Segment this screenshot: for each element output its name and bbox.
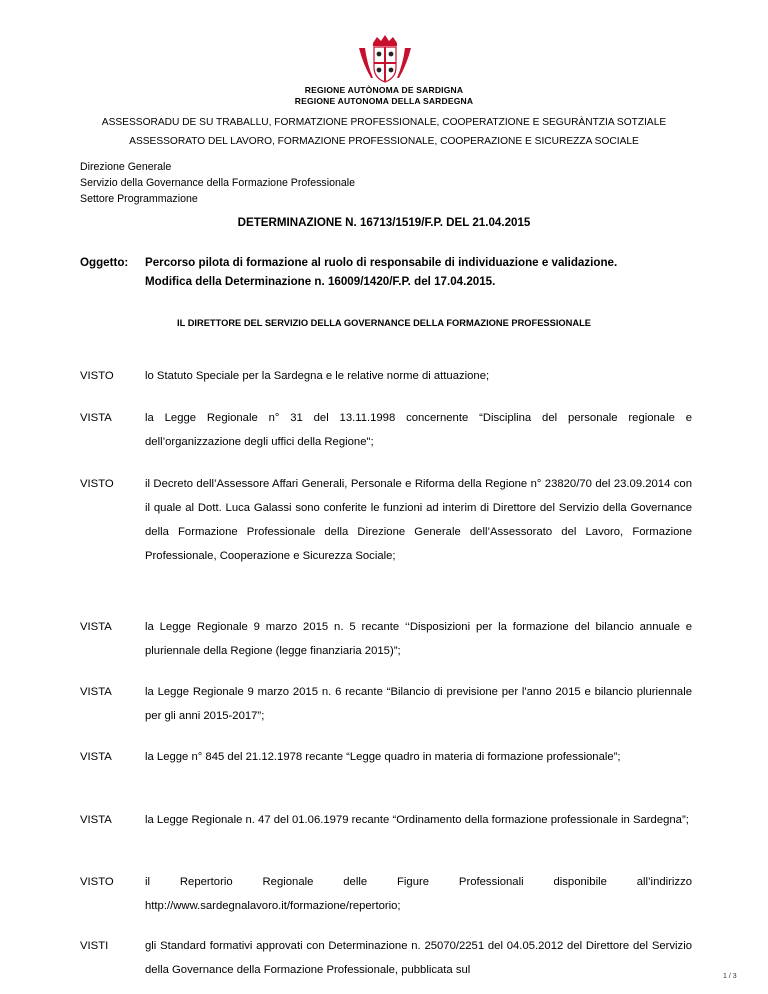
recital-keyword: VISTO	[80, 370, 114, 382]
subject-line: Percorso pilota di formazione al ruolo di responsabile di individuazione e validazione.	[145, 256, 618, 269]
recital-text: il Repertorio Regionale delle Figure Professionali disponibile all’indirizzo http://www.sardegnalavoro.it/formazione/repertorio;	[145, 876, 692, 912]
recital-text: la Legge Regionale n. 47 del 01.06.1979 recante “Ordinamento della formazione professionale in Sardegna”;	[145, 814, 689, 826]
department-line: Direzione Generale	[80, 161, 172, 173]
assessorate-sardinian: ASSESSORADU DE SU TRABALLU, FORMATZIONE PROFESSIONALE, COOPERATZIONE E SEGURÀNTZIA SOTZIALE	[101, 117, 667, 128]
department-line: Settore Programmazione	[80, 193, 198, 205]
recital-keyword: VISTI	[80, 940, 109, 952]
recital-keyword: VISTA	[80, 751, 112, 763]
subject-line: Modifica della Determinazione n. 16009/1420/F.P. del 17.04.2015.	[145, 275, 496, 288]
page-number: 1 / 3	[723, 973, 737, 980]
recital-keyword: VISTO	[80, 478, 114, 490]
recital-keyword: VISTA	[80, 686, 112, 698]
department-line: Servizio della Governance della Formazione Professionale	[80, 177, 355, 189]
recital-keyword: VISTA	[80, 412, 112, 424]
director-heading: IL DIRETTORE DEL SERVIZIO DELLA GOVERNANCE DELLA FORMAZIONE PROFESSIONALE	[177, 318, 591, 328]
recital-text: il Decreto dell’Assessore Affari Generali, Personale e Riforma della Regione n° 23820/70 del 23.09.2014 con il quale al Dott. Luca Galassi sono conferite le funzioni ad interim di Direttore del Servizio della Governance della Formazione Professionale della Direzione Generale dell’Assessorato del Lavoro, Formazione Professionale, Cooperazione e Sicurezza Sociale;	[145, 478, 692, 562]
determination-title: DETERMINAZIONE N. 16713/1519/F.P. DEL 21.04.2015	[237, 216, 531, 229]
recital-text: gli Standard formativi approvati con Determinazione n. 25070/2251 del 04.05.2012 del Direttore del Servizio della Governance della Formazione Professionale, pubblicata sul	[145, 940, 692, 976]
recital-text: la Legge Regionale 9 marzo 2015 n. 5 recante ‘‘Disposizioni per la formazione del bilancio annuale e pluriennale della Regione (legge finanziaria 2015)”;	[145, 621, 692, 657]
recital-keyword: VISTO	[80, 876, 114, 888]
assessorate-italian: ASSESSORATO DEL LAVORO, FORMAZIONE PROFESSIONALE, COOPERAZIONE E SICUREZZA SOCIALE	[129, 136, 639, 147]
recital-text: lo Statuto Speciale per la Sardegna e le relative norme di attuazione;	[145, 370, 490, 382]
organization-name-sardinian: REGIONE AUTÒNOMA DE SARDIGNA	[304, 85, 464, 95]
recital-text: la Legge Regionale 9 marzo 2015 n. 6 recante “Bilancio di previsione per l'anno 2015 e bilancio pluriennale per gli anni 2015-2017”;	[145, 686, 692, 722]
recital-keyword: VISTA	[80, 621, 112, 633]
organization-name-italian: REGIONE AUTONOMA DELLA SARDEGNA	[294, 96, 474, 106]
subject-label: Oggetto:	[80, 256, 129, 269]
recital-text: la Legge n° 845 del 21.12.1978 recante “Legge quadro in materia di formazione professionale”;	[145, 751, 621, 763]
coat-of-arms-logo	[355, 34, 415, 84]
recital-text: la Legge Regionale n° 31 del 13.11.1998 concernente “Disciplina del personale regionale e dell’organizzazione degli uffici della Regione";	[145, 412, 692, 448]
recital-keyword: VISTA	[80, 814, 112, 826]
